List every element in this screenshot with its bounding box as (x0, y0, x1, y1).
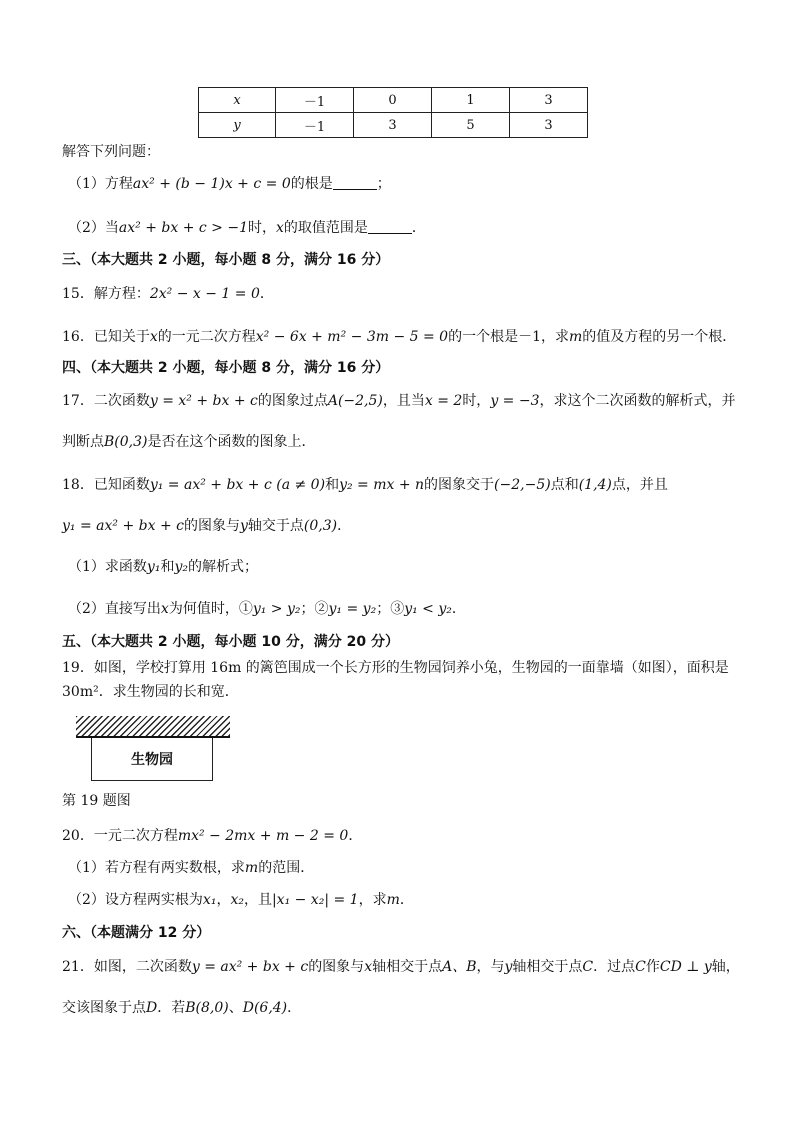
section-6-heading: 六、（本题满分 12 分） (62, 925, 211, 941)
question-17-line-1: 17．二次函数y = x² + bx + c的图象过点A(−2,5)，且当x = 2时，y = −3，求这个二次函数的解析式，并 (62, 393, 736, 409)
question-18-line-2: y₁ = ax² + bx + c的图象与y轴交于点(0,3)． (62, 518, 352, 534)
table-cell: 3 (510, 113, 588, 138)
answer-blank (368, 219, 412, 234)
question-16: 16．已知关于x的一元二次方程x² − 6x + m² − 3m − 5 = 0的一个根是－1，求m的值及方程的另一个根． (62, 329, 737, 345)
question-17-line-2: 判断点B(0,3)是否在这个函数的图象上． (62, 434, 316, 450)
question-18-line-1: 18．已知函数y₁ = ax² + bx + c (a ≠ 0)和y₂ = mx + n的图象交于(−2,−5)点和(1,4)点，并且 (62, 477, 668, 493)
table-cell: 3 (354, 113, 432, 138)
question-20-part-2: （2）设方程两实根为x₁，x₂，且|x₁ − x₂| = 1，求m． (68, 892, 414, 908)
table-row (199, 113, 588, 138)
question-20-part-1: （1）若方程有两实数根，求m的范围． (68, 860, 315, 876)
instruction-line: 解答下列问题： (62, 144, 160, 160)
table-cell: y (199, 113, 276, 138)
question-18-part-2: （2）直接写出x为何值时，①y₁ > y₂；②y₁ = y₂；③y₁ < y₂． (68, 601, 466, 617)
question-20: 20．一元二次方程mx² − 2mx + m − 2 = 0． (62, 828, 363, 844)
figure-caption: 第 19 题图 (62, 793, 131, 809)
garden-rectangle: 生物园 (91, 738, 213, 781)
table-cell: 0 (354, 88, 432, 113)
value-table (198, 87, 588, 138)
question-19-line-1: 19．如图，学校打算用 16m 的篱笆围成一个长方形的生物园饲养小兔，生物园的一面靠墙（如图），面积是 (62, 660, 729, 676)
question-14-part-1: （1）方程ax² + (b − 1)x + c = 0的根是 ； (68, 176, 391, 192)
answer-blank (333, 175, 377, 190)
table-row (199, 88, 588, 113)
table-cell: x (199, 88, 276, 113)
table-cell: －1 (276, 88, 354, 113)
garden-figure (76, 716, 230, 786)
table-cell: 1 (432, 88, 510, 113)
question-18-part-1: （1）求函数y₁和y₂的解析式； (68, 559, 258, 575)
question-14-part-2: （2）当ax² + bx + c > −1时，x的取值范围是 ． (68, 220, 426, 236)
section-4-heading: 四、（本大题共 2 小题，每小题 8 分，满分 16 分） (62, 360, 390, 376)
wall-hatching (76, 716, 230, 736)
section-5-heading: 五、（本大题共 2 小题，每小题 10 分，满分 20 分） (62, 634, 399, 650)
table-cell: 3 (510, 88, 588, 113)
table-cell: 5 (432, 113, 510, 138)
question-21-line-2: 交该图象于点D．若B(8,0)、D(6,4)． (62, 1000, 302, 1016)
section-3-heading: 三、（本大题共 2 小题，每小题 8 分，满分 16 分） (62, 252, 390, 268)
question-21-line-1: 21．如图，二次函数y = ax² + bx + c的图象与x轴相交于点A、B，与y轴相交于点C．过点C作CD ⊥ y轴， (62, 959, 740, 975)
table-cell: －1 (276, 113, 354, 138)
question-15: 15．解方程：2x² − x − 1 = 0． (62, 286, 274, 302)
question-19-line-2: 30m²．求生物园的长和宽． (62, 684, 239, 700)
